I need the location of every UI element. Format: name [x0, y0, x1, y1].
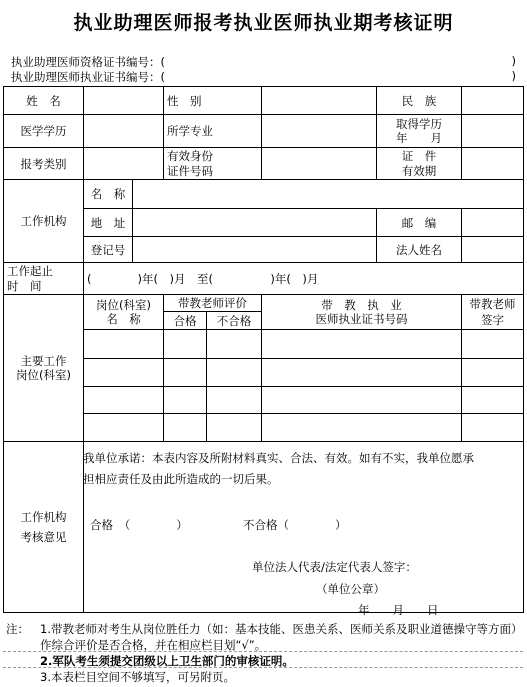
gender-label: 性 别: [164, 87, 262, 115]
practice-cert-line: [11, 69, 516, 84]
postcode-label: 邮 编: [377, 209, 462, 237]
teacher-cert-line2: 医师执业证书号码: [315, 312, 408, 326]
period-label-line1: 工作起止: [7, 264, 53, 279]
teacher-cert-header: [262, 295, 462, 330]
post-header-line2: 名 称: [106, 312, 141, 326]
qualification-cert-close: ): [511, 54, 516, 68]
reg-no-label: 登记号: [84, 237, 133, 263]
review-section-line1: 工作机构: [20, 509, 67, 524]
notes-section: [6, 621, 521, 685]
cert-validity-text: 有效期: [401, 163, 437, 178]
obtained-year-label: 取得学历: [396, 116, 442, 131]
positions-section-line1: 主要工作: [20, 353, 67, 368]
note-item-2: 2.军队考生须提交团级以上卫生部门的审核证明。: [40, 654, 294, 668]
review-pass-option[interactable]: 合格 （ ）: [90, 518, 188, 532]
teacher-sign-header: 带教老师签字: [462, 295, 524, 330]
form-title: 执业助理医师报考执业医师执业期考核证明: [73, 12, 454, 34]
org-name-label: 名 称: [84, 180, 133, 209]
seal-label: （单位公章）: [316, 582, 385, 596]
review-section-line2: 考核意见: [20, 530, 67, 544]
teacher-cert-line1: 带 教 执 业: [321, 297, 402, 312]
name-label: 姓 名: [4, 87, 84, 115]
category-label: 报考类别: [4, 148, 84, 180]
cert-validity-value[interactable]: [462, 148, 524, 180]
ethnic-label: 民 族: [377, 87, 462, 115]
practice-cert-label: 执业助理医师执业证书编号：(: [11, 70, 165, 84]
obtained-date-value[interactable]: [462, 115, 524, 148]
signature-label: 单位法人代表/法定代表人签字：: [252, 560, 417, 574]
org-address-label: 地 址: [84, 209, 133, 237]
cert-label: 证 件: [401, 149, 437, 164]
category-value[interactable]: [84, 148, 164, 180]
period-value[interactable]: ( )年( )月 至( )年( )月: [84, 263, 524, 295]
ethnic-value[interactable]: [462, 87, 524, 115]
promise-line-1: 我单位承诺：本表内容及所附材料真实、合法、有效。如有不实，我单位愿承: [83, 451, 474, 465]
verification-form-table: [3, 86, 524, 613]
postcode-value[interactable]: [462, 209, 524, 237]
id-type-label: 有效身份: [167, 149, 213, 164]
education-value[interactable]: [84, 115, 164, 148]
id-no-label: 证件号码: [167, 163, 213, 178]
org-promise-text: [83, 448, 519, 489]
legal-person-label: 法人姓名: [377, 237, 462, 263]
note-item-1: 1.带教老师对考生从岗位胜任力（如：基本技能、医患关系、医师关系及职业道德操守等方面）作综合评价是否合格，并在相应栏目划“√”。: [40, 622, 517, 652]
period-label-line2: 时 间: [7, 278, 42, 293]
positions-section-label: [4, 295, 84, 442]
note-divider: [3, 651, 523, 652]
pass-header: 合格: [164, 312, 207, 330]
fail-header: 不合格: [207, 312, 262, 330]
major-label: 所学专业: [164, 115, 262, 148]
review-section-label: [4, 442, 84, 613]
post-header-line1: 岗位(科室): [96, 297, 151, 312]
legal-person-value[interactable]: [462, 237, 524, 263]
obtained-month-label: 年 月: [396, 131, 442, 145]
qualification-cert-line: [11, 54, 516, 69]
reg-no-value[interactable]: [133, 237, 377, 263]
positions-section-line2: 岗位(科室): [16, 368, 71, 382]
period-label: [4, 263, 84, 295]
id-doc-value[interactable]: [262, 148, 377, 180]
note-divider: [3, 667, 523, 668]
notes-label: 注：: [6, 622, 29, 636]
major-value[interactable]: [262, 115, 377, 148]
name-value[interactable]: [84, 87, 164, 115]
note-item-3: 3.本表栏目空间不够填写，可另附页。: [40, 670, 235, 684]
gender-value[interactable]: [262, 87, 377, 115]
org-section-label: 工作机构: [4, 180, 84, 263]
org-name-value[interactable]: [133, 180, 524, 209]
obtained-date-label: [377, 115, 462, 148]
qualification-cert-label: 执业助理医师资格证书编号：(: [11, 55, 165, 69]
teacher-eval-header: 带教老师评价: [164, 295, 262, 312]
org-address-value[interactable]: [133, 209, 377, 237]
education-label: 医学学历: [4, 115, 84, 148]
review-date: 年 月 日: [358, 603, 439, 617]
id-doc-label: [164, 148, 262, 180]
review-fail-option[interactable]: 不合格（ ）: [243, 518, 347, 532]
cert-validity-label: [377, 148, 462, 180]
post-name-header: [84, 295, 164, 330]
promise-line-2: 担相应责任及由此所造成的一切后果。: [83, 471, 279, 486]
practice-cert-close: ): [511, 69, 516, 83]
